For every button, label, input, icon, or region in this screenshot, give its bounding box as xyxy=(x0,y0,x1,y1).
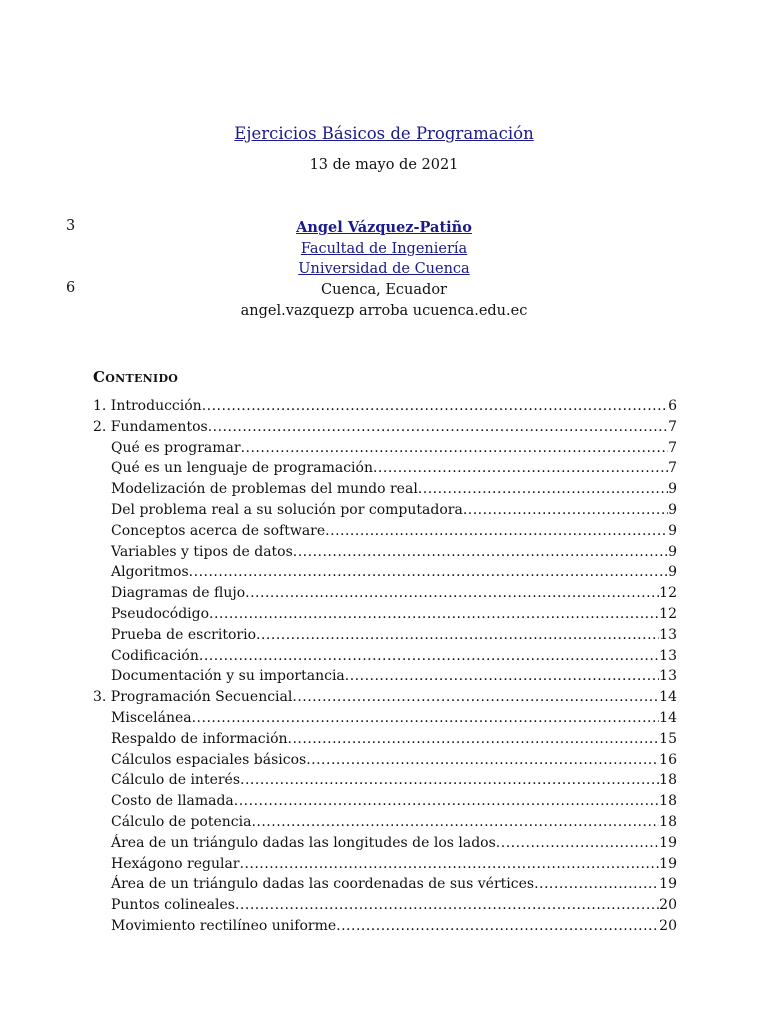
toc-entry-page: 19 xyxy=(659,876,677,893)
toc-entry[interactable] xyxy=(93,708,677,729)
toc-entry[interactable] xyxy=(93,895,677,916)
toc-entry[interactable] xyxy=(93,874,677,895)
toc-dot-leader xyxy=(293,542,668,563)
toc-entry[interactable] xyxy=(93,396,677,417)
toc-entry-title: Área de un triángulo dadas las coordenadas de sus vértices xyxy=(111,876,535,893)
toc-entry-page: 7 xyxy=(668,460,677,477)
document-date: 13 de mayo de 2021 xyxy=(309,157,459,173)
toc-dot-leader xyxy=(199,646,659,667)
toc-dot-leader xyxy=(208,417,668,438)
university-link[interactable]: Universidad de Cuenca xyxy=(298,261,470,278)
author-faculty xyxy=(0,239,768,260)
toc-entry[interactable] xyxy=(93,646,677,667)
toc-entry-title: Algoritmos xyxy=(111,564,189,581)
toc-dot-leader xyxy=(235,895,659,916)
toc-dot-leader xyxy=(240,854,660,875)
toc-entry-title: Cálculo de potencia xyxy=(111,813,252,830)
toc-entry-title: Costo de llamada xyxy=(111,793,234,810)
toc-entry-title: Prueba de escritorio xyxy=(111,626,257,643)
toc-entry-page: 12 xyxy=(659,585,677,602)
toc-dot-leader xyxy=(209,604,659,625)
author-email: angel.vazquezp arroba ucuenca.edu.ec xyxy=(240,302,528,319)
author-university xyxy=(0,259,768,280)
toc-entry-page: 12 xyxy=(659,605,677,622)
toc-entry-title: Qué es programar xyxy=(111,439,241,456)
toc-dot-leader xyxy=(418,479,668,500)
author-name xyxy=(0,218,768,239)
toc-entry[interactable] xyxy=(93,625,677,646)
toc-dot-leader xyxy=(192,708,660,729)
toc-entry-page: 13 xyxy=(659,626,677,643)
toc-dot-leader xyxy=(534,874,659,895)
toc-dot-leader xyxy=(336,916,659,937)
toc-dot-leader xyxy=(256,625,659,646)
toc-entry[interactable] xyxy=(93,500,677,521)
table-of-contents xyxy=(93,396,677,937)
toc-entry[interactable] xyxy=(93,770,677,791)
toc-entry-page: 18 xyxy=(659,793,677,810)
toc-dot-leader xyxy=(325,521,668,542)
toc-entry-title: Codificación xyxy=(111,647,199,664)
toc-dot-leader xyxy=(240,770,659,791)
toc-entry-title: Cálculo de interés xyxy=(111,772,241,789)
toc-entry[interactable] xyxy=(93,479,677,500)
toc-entry[interactable] xyxy=(93,666,677,687)
toc-dot-leader xyxy=(292,687,659,708)
toc-dot-leader xyxy=(189,562,668,583)
toc-dot-leader xyxy=(463,500,668,521)
toc-entry-title: 2. Fundamentos xyxy=(93,418,208,435)
toc-entry-page: 9 xyxy=(668,522,677,539)
toc-dot-leader xyxy=(373,458,668,479)
toc-entry-title: 3. Programación Secuencial xyxy=(93,689,293,706)
toc-entry[interactable] xyxy=(93,604,677,625)
toc-entry-page: 18 xyxy=(659,772,677,789)
toc-entry[interactable] xyxy=(93,583,677,604)
toc-entry[interactable] xyxy=(93,438,677,459)
author-name-link[interactable]: Angel Vázquez-Patiño xyxy=(296,219,472,236)
toc-entry-page: 9 xyxy=(668,501,677,518)
toc-entry[interactable] xyxy=(93,458,677,479)
toc-dot-leader xyxy=(496,833,659,854)
toc-entry[interactable] xyxy=(93,916,677,937)
toc-entry[interactable] xyxy=(93,542,677,563)
author-block xyxy=(0,218,768,322)
toc-dot-leader xyxy=(202,396,668,417)
toc-dot-leader xyxy=(306,750,659,771)
document-title xyxy=(0,124,768,143)
line-number: 6 xyxy=(66,280,76,296)
toc-entry-title: Puntos colineales xyxy=(111,897,235,914)
toc-entry[interactable] xyxy=(93,687,677,708)
toc-entry[interactable] xyxy=(93,729,677,750)
toc-entry-page: 20 xyxy=(659,917,677,934)
toc-entry-title: Pseudocódigo xyxy=(111,605,210,622)
toc-entry-title: Conceptos acerca de software xyxy=(111,522,326,539)
author-location: Cuenca, Ecuador xyxy=(321,282,447,299)
toc-entry-title: Respaldo de información xyxy=(111,730,288,747)
toc-entry-page: 14 xyxy=(659,689,677,706)
toc-entry-title: Miscelánea xyxy=(111,709,192,726)
toc-dot-leader xyxy=(241,438,669,459)
toc-dot-leader xyxy=(234,791,659,812)
toc-dot-leader xyxy=(288,729,660,750)
toc-entry-title: Diagramas de flujo xyxy=(111,585,246,602)
toc-entry-title: Variables y tipos de datos xyxy=(111,543,293,560)
toc-entry[interactable] xyxy=(93,562,677,583)
faculty-link[interactable]: Facultad de Ingeniería xyxy=(300,240,468,257)
toc-entry-title: Hexágono regular xyxy=(111,855,240,872)
toc-entry[interactable] xyxy=(93,791,677,812)
toc-entry-title: Del problema real a su solución por computadora xyxy=(111,501,463,518)
toc-dot-leader xyxy=(345,666,659,687)
toc-entry[interactable] xyxy=(93,750,677,771)
toc-entry[interactable] xyxy=(93,521,677,542)
document-title-link[interactable]: Ejercicios Básicos de Programación xyxy=(234,124,534,143)
toc-entry-page: 7 xyxy=(668,439,677,456)
toc-entry-title: Qué es un lenguaje de programación xyxy=(111,460,373,477)
toc-entry-page: 13 xyxy=(659,647,677,664)
toc-entry-page: 14 xyxy=(659,709,677,726)
contents-heading: Contenido xyxy=(93,368,179,386)
toc-entry[interactable] xyxy=(93,417,677,438)
toc-entry[interactable] xyxy=(93,833,677,854)
toc-entry[interactable] xyxy=(93,854,677,875)
toc-entry-title: Área de un triángulo dadas las longitudes de los lados xyxy=(111,834,496,851)
toc-entry-page: 15 xyxy=(659,730,677,747)
toc-entry-page: 20 xyxy=(659,897,677,914)
toc-entry[interactable] xyxy=(93,812,677,833)
toc-entry-title: Cálculos espaciales básicos xyxy=(111,751,307,768)
line-number: 3 xyxy=(66,218,76,234)
toc-dot-leader xyxy=(251,812,659,833)
toc-entry-page: 9 xyxy=(668,543,677,560)
toc-entry-page: 7 xyxy=(668,418,677,435)
toc-entry-page: 19 xyxy=(659,834,677,851)
toc-entry-page: 9 xyxy=(668,564,677,581)
toc-dot-leader xyxy=(245,583,659,604)
toc-entry-title: Movimiento rectilíneo uniforme xyxy=(111,917,337,934)
toc-entry-page: 9 xyxy=(668,481,677,498)
toc-entry-title: Documentación y su importancia xyxy=(111,668,345,685)
toc-entry-title: 1. Introducción xyxy=(93,398,202,414)
toc-entry-page: 13 xyxy=(659,668,677,685)
toc-entry-page: 18 xyxy=(659,813,677,830)
toc-entry-page: 6 xyxy=(668,398,677,414)
toc-entry-title: Modelización de problemas del mundo real xyxy=(111,481,418,498)
toc-entry-page: 19 xyxy=(659,855,677,872)
toc-entry-page: 16 xyxy=(659,751,677,768)
